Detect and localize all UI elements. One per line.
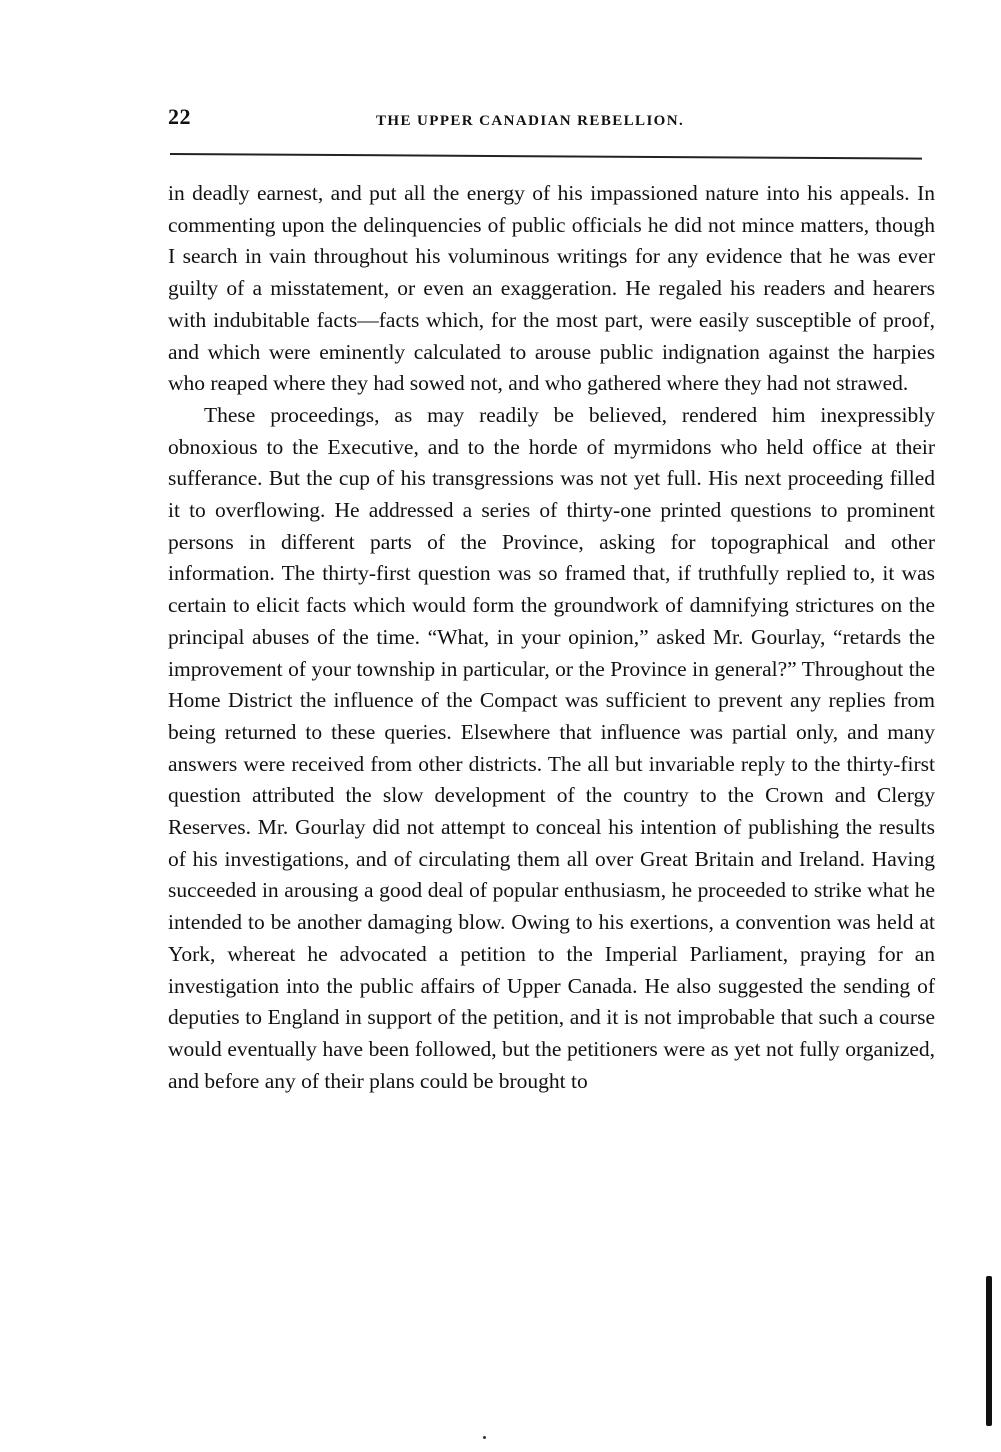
page-number: 22 bbox=[168, 104, 191, 129]
paragraph-1: in deadly earnest, and put all the energy of his impassioned nature into his appeals. In commenting upon the delinquencies of public officials he did not mince matters, though I search in vain throughout his voluminous writings for any evidence that he was ever guilty of a misstatement, or even an exaggeration. He regaled his readers and hearers with indubitable facts—facts which, for the most part, were easily susceptible of proof, and which were eminently calculated to arouse public indignation against the harpies who reaped where they had sowed not, and who gathered where they had not strawed. bbox=[168, 181, 935, 396]
scan-dot bbox=[483, 1436, 486, 1439]
running-head: THE UPPER CANADIAN REBELLION. bbox=[376, 113, 685, 129]
header-rule bbox=[170, 153, 922, 160]
paragraph-2: These proceedings, as may readily be believed, rendered him inexpressibly obnoxious to the Executive, and to the horde of myrmidons who held office at their sufferance. But the cup of his transgressions was not yet full. His next proceeding filled it to overflowing. He addressed a series of thirty-one printed questions to prominent persons in different parts of the Province, asking for topographical and other information. The thirty-first question was so framed that, if truthfully replied to, it was certain to elicit facts which would form the groundwork of damnifying strictures on the principal abuses of the time. “What, in your opinion,” asked Mr. Gourlay, “retards the improvement of your township in particular, or the Province in general?” Throughout the Home District the influence of the Compact was sufficient to prevent any replies from being returned to these queries. Elsewhere that influence was partial only, and many answers were received from other districts. The all but invariable reply to the thirty-first question attributed the slow development of the country to the Crown and Clergy Reserves. Mr. Gourlay did not attempt to conceal his intention of publishing the results of his investigations, and of circulating them all over Great Britain and Ireland. Having succeeded in arousing a good deal of popular enthusiasm, he proceeded to strike what he intended to be another damaging blow. Owing to his exertions, a convention was held at York, whereat he advocated a petition to the Imperial Parliament, praying for an investigation into the public affairs of Upper Canada. He also suggested the sending of deputies to England in support of the petition, and it is not improbable that such a course would eventually have been followed, but the petitioners were as yet not fully organized, and before any of their plans could be brought to bbox=[168, 402, 935, 1093]
page-edge-mark bbox=[986, 1276, 992, 1426]
body-text bbox=[168, 178, 935, 1097]
page-header bbox=[168, 104, 928, 140]
